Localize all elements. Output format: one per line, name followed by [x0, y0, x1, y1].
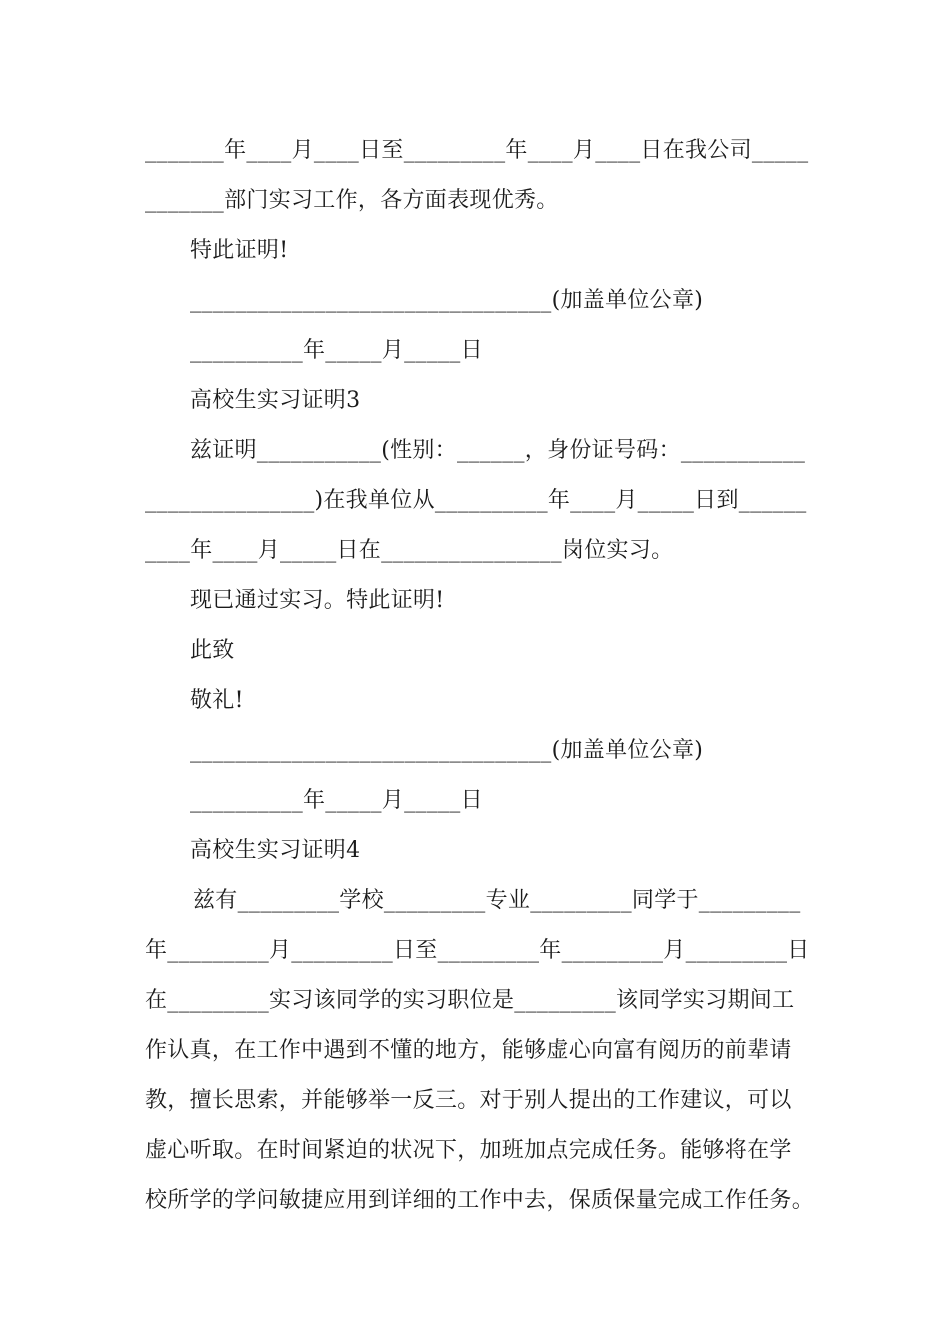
text-line: 现已通过实习。特此证明!: [190, 588, 445, 613]
text-line: 敬礼!: [190, 688, 244, 713]
date-line: __________年_____月_____日: [190, 788, 483, 813]
text-line: 此致: [190, 638, 235, 663]
text-line: 在_________实习该同学的实习职位是_________该同学实习期间工: [145, 988, 795, 1013]
text-line: _______年____月____日至_________年____月____日在我公司_____: [145, 138, 809, 163]
signature-line: ________________________________(加盖单位公章): [190, 738, 704, 763]
text-line: 年_________月_________日至_________年_________月_________日: [145, 938, 810, 963]
section-heading: 高校生实习证明3: [190, 388, 361, 413]
signature-line: ________________________________(加盖单位公章): [190, 288, 704, 313]
text-line: 虚心听取。在时间紧迫的状况下，加班加点完成任务。能够将在学: [145, 1138, 792, 1163]
text-line: _______部门实习工作，各方面表现优秀。: [145, 188, 559, 213]
text-line: ____年____月_____日在________________岗位实习。: [145, 538, 674, 563]
date-line: __________年_____月_____日: [190, 338, 483, 363]
text-line: 教，擅长思索，并能够举一反三。对于别人提出的工作建议，可以: [145, 1088, 792, 1113]
section-heading: 高校生实习证明4: [190, 838, 361, 863]
text-line: 作认真，在工作中遇到不懂的地方，能够虚心向富有阅历的前辈请: [145, 1038, 792, 1063]
text-line: 兹有_________学校_________专业_________同学于_________: [193, 888, 801, 913]
text-line: 校所学的学问敏捷应用到详细的工作中去，保质保量完成工作任务。: [145, 1188, 815, 1213]
text-line: 兹证明___________(性别：______，身份证号码：___________: [190, 438, 806, 463]
text-line: _______________)在我单位从__________年____月_____日到______: [145, 488, 807, 513]
text-line: 特此证明!: [190, 238, 289, 263]
